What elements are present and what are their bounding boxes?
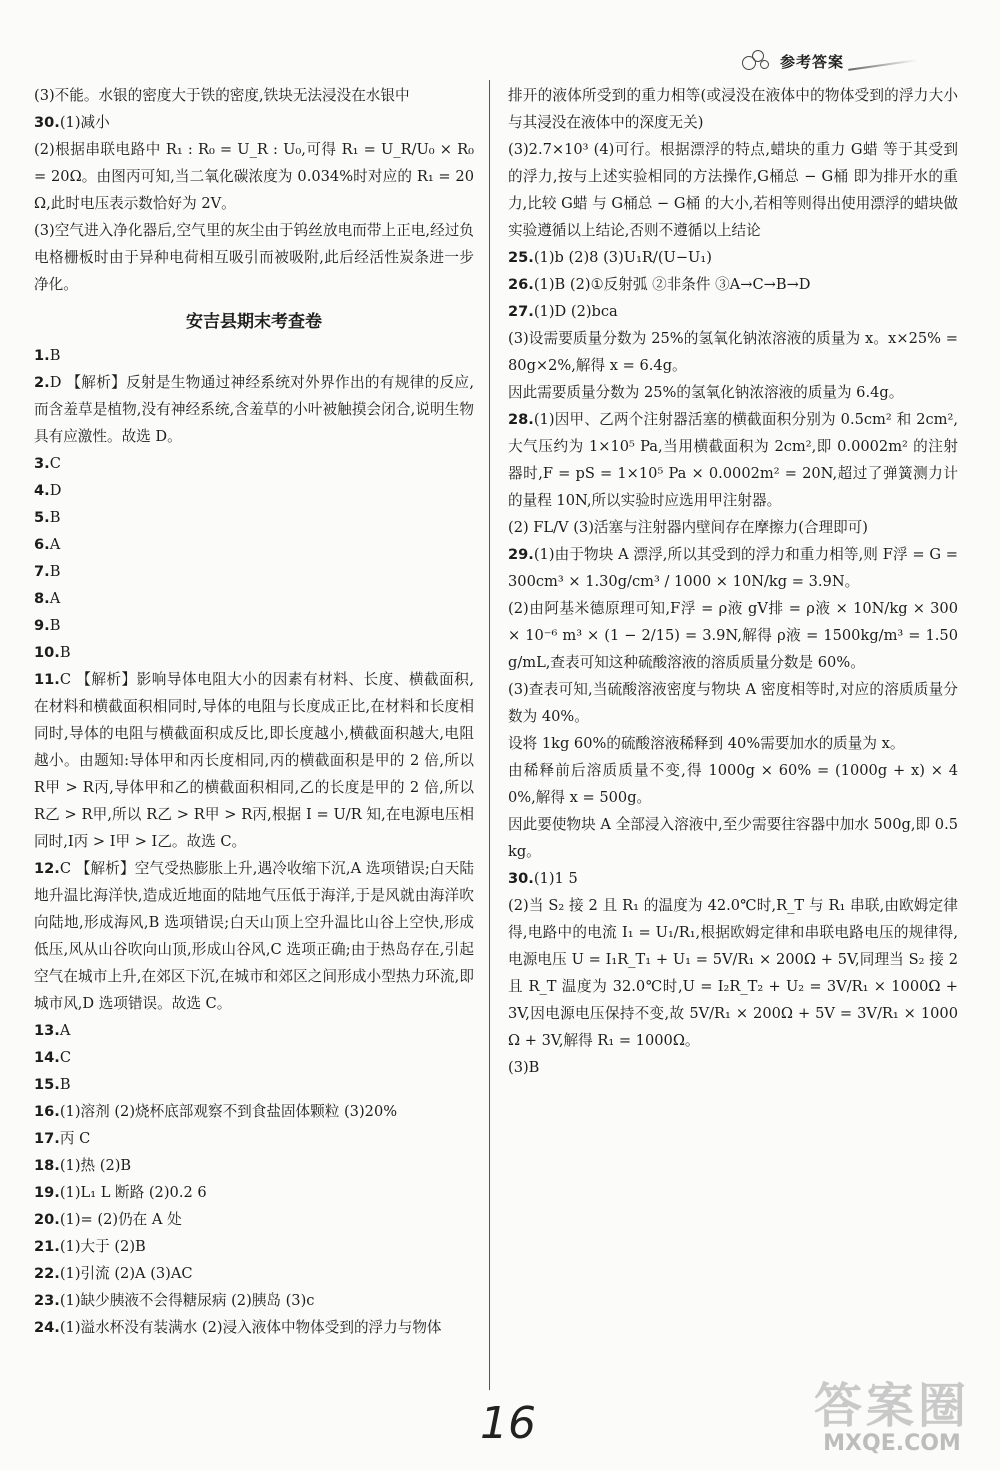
- answer-line: 22.(1)引流 (2)A (3)AC: [34, 1265, 193, 1282]
- header-title: 参考答案: [779, 52, 844, 71]
- answer-line: 12.C 【解析】空气受热膨胀上升,遇冷收缩下沉,A 选项错误;白天陆地升温比海洋快,造成近地面的陆地气压低于海洋,于是风就由海洋吹向陆地,形成海风,B 选项错误;白天山顶上空升温比山谷上空快,形成低压,风从山谷吹向山顶,形成山谷风,C 选项正确;由于热岛存在,引起空气在城市上升,在郊区下沉,在城市和郊区之间形成小型热力环流,即城市风,D 选项错误。故选 C。: [34, 860, 474, 1012]
- answer-line: 18.(1)热 (2)B: [34, 1157, 132, 1174]
- answer-line: 设将 1kg 60%的硫酸溶液稀释到 40%需要加水的质量为 x。: [508, 735, 905, 752]
- answer-line: 14.C: [34, 1049, 72, 1066]
- answer-line: 因此要使物块 A 全部浸入溶液中,至少需要往容器中加水 500g,即 0.5kg。: [508, 816, 958, 860]
- answer-line: 21.(1)大于 (2)B: [34, 1238, 146, 1255]
- right-column: [508, 82, 958, 1081]
- answer-line: (2)根据串联电路中 R₁ : R₀ = U_R : U₀,可得 R₁ = U_R/U₀ × R₀ = 20Ω。由图丙可知,当二氧化碳浓度为 0.034%时对应的 R₁ = 20Ω,此时电压表示数恰好为 2V。: [34, 141, 474, 212]
- watermark-url: MXQE.COM: [823, 1431, 961, 1456]
- answer-line: 1.B: [34, 347, 61, 364]
- page-header: [740, 46, 918, 76]
- answer-line: 24.(1)溢水杯没有装满水 (2)浸入液体中物体受到的浮力与物体: [34, 1319, 442, 1336]
- circles-decoration-icon: [740, 46, 780, 76]
- watermark-logo: [813, 1378, 970, 1456]
- answer-line: (2)当 S₂ 接 2 且 R₁ 的温度为 42.0℃时,R_T 与 R₁ 串联,由欧姆定律得,电路中的电流 I₁ = U₁/R₁,根据欧姆定律和串联电路电压的规律得,电源电压 U = I₁R_T₁ + U₁ = 5V/R₁ × 200Ω + 5V,同理当 S₂ 接 2 且 R_T 温度为 32.0℃时,U = I₂R_T₂ + U₂ = 3V/R₁ × 1000Ω + 3V,因电源电压保持不变,故 5V/R₁ × 200Ω + 5V = 3V/R₁ × 1000Ω + 3V,解得 R₁ = 1000Ω。: [508, 897, 958, 1049]
- answer-line: (3)查表可知,当硫酸溶液密度与物块 A 密度相等时,对应的溶质质量分数为 40%。: [508, 681, 958, 725]
- answer-line: 15.B: [34, 1076, 71, 1093]
- answer-line: 28.(1)因甲、乙两个注射器活塞的横截面积分别为 0.5cm² 和 2cm²,大气压约为 1×10⁵ Pa,当用横截面积为 2cm²,即 0.0002m² 的注射器时,F = pS = 1×10⁵ Pa × 0.0002m² = 20N,超过了弹簧测力计的量程 10N,所以实验时应选用甲注射器。: [508, 411, 958, 509]
- answer-line: (3)空气进入净化器后,空气里的灰尘由于钨丝放电而带上正电,经过负电格栅板时由于异种电荷相互吸引而被吸附,此后经活性炭条进一步净化。: [34, 222, 474, 293]
- answer-line: 2.D 【解析】反射是生物通过神经系统对外界作出的有规律的反应,而含羞草是植物,没有神经系统,含羞草的小叶被触摸会闭合,说明生物具有应激性。故选 D。: [34, 374, 474, 445]
- answer-line: 30.(1)减小: [34, 114, 110, 131]
- answer-line: 8.A: [34, 590, 61, 607]
- answer-line: 排开的液体所受到的重力相等(或浸没在液体中的物体受到的浮力大小与其浸没在液体中的深度无关): [508, 87, 958, 131]
- answer-line: 23.(1)缺少胰液不会得糖尿病 (2)胰岛 (3)c: [34, 1292, 315, 1309]
- answer-line: (3)B: [508, 1059, 540, 1076]
- answer-line: 16.(1)溶剂 (2)烧杯底部观察不到食盐固体颗粒 (3)20%: [34, 1103, 398, 1120]
- answer-line: 4.D: [34, 482, 62, 499]
- watermark-text: 答案圈: [813, 1378, 970, 1434]
- answer-line: 6.A: [34, 536, 61, 553]
- page-number: 16: [480, 1398, 536, 1449]
- column-divider: [489, 80, 490, 1390]
- answer-line: 9.B: [34, 617, 61, 634]
- answer-line: 27.(1)D (2)bca: [508, 303, 618, 320]
- answer-line: (3)2.7×10³ (4)可行。根据漂浮的特点,蜡块的重力 G蜡 等于其受到的浮力,按与上述实验相同的方法操作,G桶总 − G桶 即为排开水的重力,比较 G蜡 与 G桶总 − G桶 的大小,若相等则得出使用漂浮的蜡块做实验遵循以上结论,否则不遵循以上结论: [508, 141, 958, 239]
- swoosh-decoration: [848, 59, 918, 71]
- answer-line: 26.(1)B (2)①反射弧 ②非条件 ③A→C→B→D: [508, 276, 811, 293]
- answer-line: (3)不能。水银的密度大于铁的密度,铁块无法浸没在水银中: [34, 87, 410, 104]
- answer-line: 20.(1)= (2)仍在 A 处: [34, 1211, 182, 1228]
- answer-line: 7.B: [34, 563, 61, 580]
- answer-line: 25.(1)b (2)8 (3)U₁R/(U−U₁): [508, 249, 712, 266]
- answer-line: 29.(1)由于物块 A 漂浮,所以其受到的浮力和重力相等,则 F浮 = G = 300cm³ × 1.30g/cm³ / 1000 × 10N/kg = 3.9N。: [508, 546, 958, 590]
- section-title: 安吉县期末考查卷: [186, 312, 322, 332]
- answer-line: 13.A: [34, 1022, 71, 1039]
- answer-line: 19.(1)L₁ L 断路 (2)0.2 6: [34, 1184, 207, 1201]
- answer-line: (3)设需要质量分数为 25%的氢氧化钠浓溶液的质量为 x。x×25% = 80g×2%,解得 x = 6.4g。: [508, 330, 958, 374]
- answer-line: 11.C 【解析】影响导体电阻大小的因素有材料、长度、横截面积,在材料和横截面积相同时,导体的电阻与长度成正比,在材料和长度相同时,导体的电阻与横截面积成反比,即长度越小,横截面积越大,电阻越小。由题知:导体甲和丙长度相同,丙的横截面积是甲的 2 倍,所以 R甲 > R丙,导体甲和乙的横截面积相同,乙的长度是甲的 2 倍,所以 R乙 > R甲,所以 R乙 > R甲 > R丙,根据 I = U/R 知,在电源电压相同时,I丙 > I甲 > I乙。故选 C。: [34, 671, 474, 850]
- answer-line: 由稀释前后溶质质量不变,得 1000g × 60% = (1000g + x) × 40%,解得 x = 500g。: [508, 762, 958, 806]
- answer-line: 30.(1)1 5: [508, 870, 578, 887]
- left-column: [34, 82, 474, 1341]
- answer-line: 17.丙 C: [34, 1130, 91, 1147]
- answer-line: (2) FL/V (3)活塞与注射器内壁间存在摩擦力(合理即可): [508, 519, 868, 536]
- answer-line: 因此需要质量分数为 25%的氢氧化钠浓溶液的质量为 6.4g。: [508, 384, 904, 401]
- answer-line: (2)由阿基米德原理可知,F浮 = ρ液 gV排 = ρ液 × 10N/kg × 300 × 10⁻⁶ m³ × (1 − 2/15) = 3.9N,解得 ρ液 = 1500kg/m³ = 1.50g/mL,查表可知这种硫酸溶液的溶质质量分数是 60%。: [508, 600, 958, 671]
- answer-line: 3.C: [34, 455, 61, 472]
- answer-line: 10.B: [34, 644, 71, 661]
- answer-line: 5.B: [34, 509, 61, 526]
